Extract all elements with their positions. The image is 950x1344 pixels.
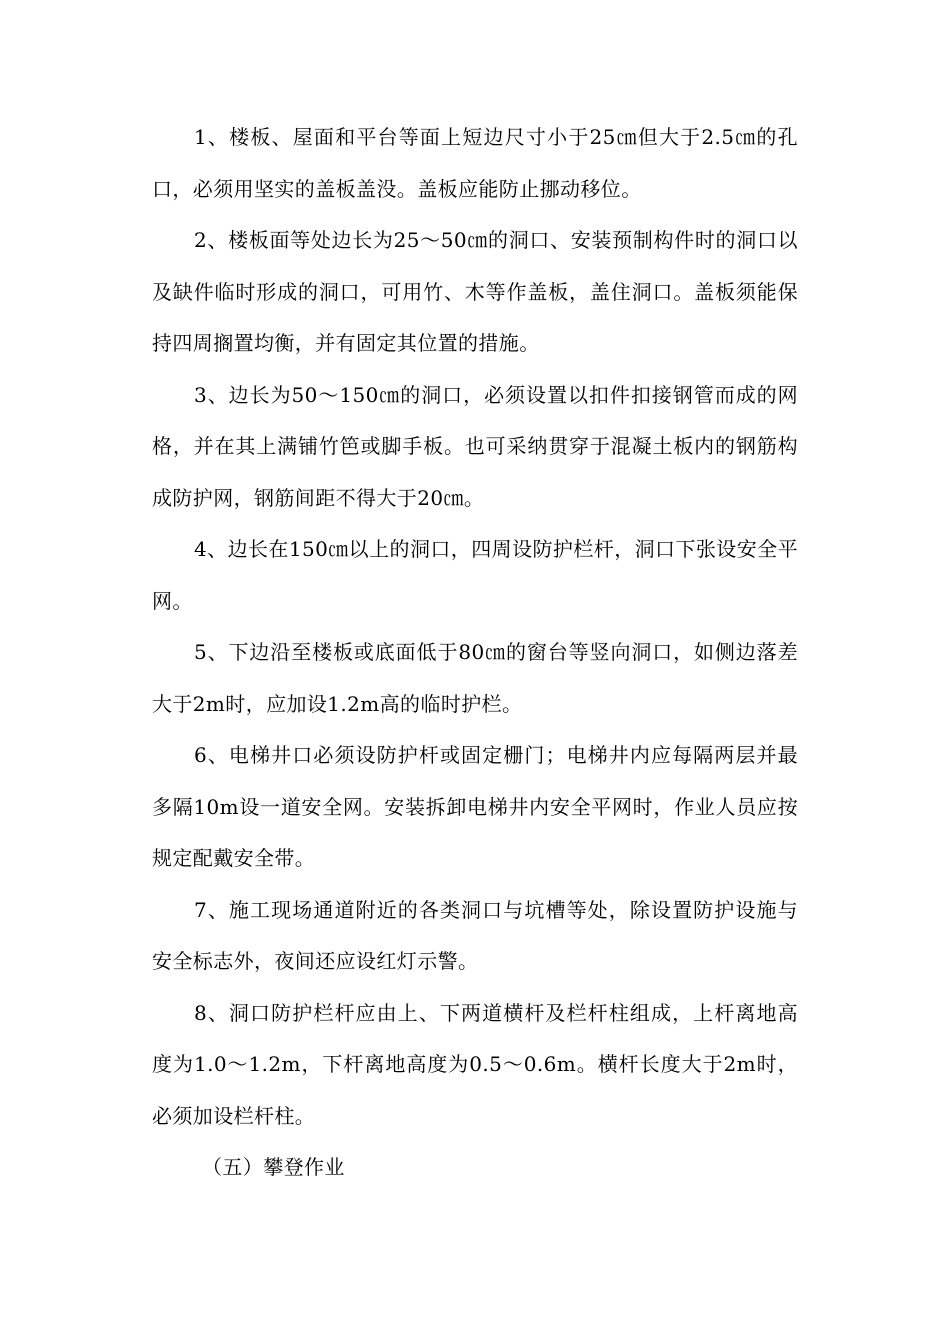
paragraph-item-4: 4、边长在150㎝以上的洞口，四周设防护栏杆，洞口下张设安全平网。 [152, 537, 798, 613]
paragraph-item-3: 3、边长为50～150㎝的洞口，必须设置以扣件扣接钢管而成的网格，并在其上满铺竹笆或脚手板。也可采纳贯穿于混凝土板内的钢筋构成防护网，钢筋间距不得大于20㎝。 [152, 382, 798, 510]
paragraph-item-1: 1、楼板、屋面和平台等面上短边尺寸小于25㎝但大于2.5㎝的孔口，必须用坚实的盖板盖没。盖板应能防止挪动移位。 [152, 125, 798, 201]
paragraph-item-5: 5、下边沿至楼板或底面低于80㎝的窗台等竖向洞口，如侧边落差大于2m时，应加设1.2m高的临时护栏。 [152, 640, 798, 716]
paragraph-item-7: 7、施工现场通道附近的各类洞口与坑槽等处，除设置防护设施与安全标志外，夜间还应设红灯示警。 [152, 897, 798, 973]
paragraph-item-2: 2、楼板面等处边长为25～50㎝的洞口、安装预制构件时的洞口以及缺件临时形成的洞口，可用竹、木等作盖板，盖住洞口。盖板须能保持四周搁置均衡，并有固定其位置的措施。 [152, 228, 798, 355]
section-heading: （五）攀登作业 [202, 1155, 345, 1179]
paragraph-item-8: 8、洞口防护栏杆应由上、下两道横杆及栏杆柱组成，上杆离地高度为1.0～1.2m，下杆离地高度为0.5～0.6m。横杆长度大于2m时，必须加设栏杆柱。 [152, 1000, 798, 1128]
paragraph-item-6: 6、电梯井口必须设防护杆或固定栅门；电梯井内应每隔两层并最多隔10m设一道安全网。安装拆卸电梯井内安全平网时，作业人员应按规定配戴安全带。 [152, 743, 798, 870]
document-body [152, 112, 798, 1194]
